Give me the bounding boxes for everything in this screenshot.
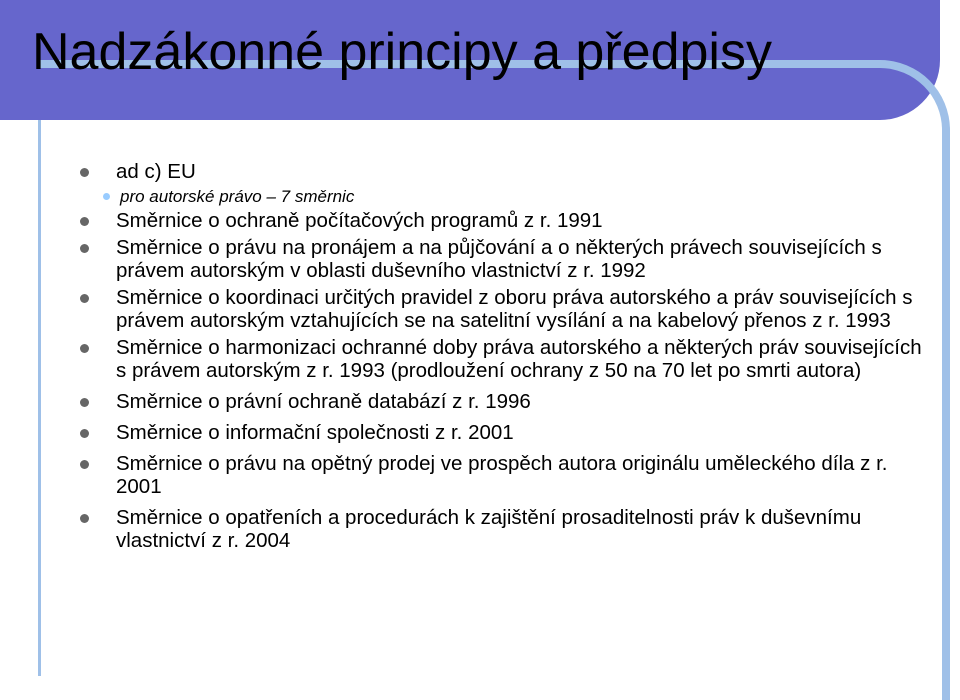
list-item bbox=[76, 421, 936, 444]
list-item bbox=[76, 209, 936, 232]
list-item-text: Směrnice o informační společnosti z r. 2001 bbox=[116, 421, 514, 444]
list-item-text: Směrnice o opatřeních a procedurách k zajištění prosaditelnosti práv k duševnímu vlastnictví z r. 2004 bbox=[116, 506, 862, 552]
bullet-icon bbox=[80, 217, 89, 226]
bullet-icon bbox=[80, 460, 89, 469]
list-item bbox=[76, 160, 936, 183]
bullet-icon bbox=[80, 429, 89, 438]
bullet-icon bbox=[80, 168, 89, 177]
list-item bbox=[76, 506, 936, 552]
list-item bbox=[76, 236, 936, 282]
list-item-text: Směrnice o koordinaci určitých pravidel z oboru práva autorského a práv souvisejících s právem autorským vztahujících se na satelitní vysílání a na kabelový přenos z r. 1993 bbox=[116, 286, 913, 332]
list-item bbox=[76, 452, 936, 498]
list-item bbox=[76, 390, 936, 413]
frame-left-line bbox=[38, 120, 41, 676]
slide-title: Nadzákonné principy a předpisy bbox=[32, 23, 772, 81]
bullet-icon bbox=[80, 514, 89, 523]
bullet-list bbox=[76, 160, 936, 552]
list-item bbox=[76, 336, 936, 382]
sub-list-item bbox=[76, 187, 936, 207]
list-item bbox=[76, 286, 936, 332]
list-item-text: Směrnice o právu na opětný prodej ve prospěch autora originálu uměleckého díla z r. 2001 bbox=[116, 452, 888, 498]
list-item-text: Směrnice o harmonizaci ochranné doby práva autorského a některých práv souvisejících s právem autorským z r. 1993 (prodloužení ochrany z 50 na 70 let po smrti autora) bbox=[116, 336, 922, 382]
list-item-text: ad c) EU bbox=[116, 160, 196, 183]
bullet-icon bbox=[80, 294, 89, 303]
sub-list-item-text: pro autorské právo – 7 směrnic bbox=[120, 187, 355, 206]
list-item-text: Směrnice o ochraně počítačových programů z r. 1991 bbox=[116, 209, 603, 232]
sub-bullet-icon bbox=[103, 193, 110, 200]
bullet-icon bbox=[80, 244, 89, 253]
bullet-icon bbox=[80, 398, 89, 407]
bullet-icon bbox=[80, 344, 89, 353]
list-item-text: Směrnice o právu na pronájem a na půjčování a o některých právech souvisejících s právem autorským v oblasti duševního vlastnictví z r. 1992 bbox=[116, 236, 882, 282]
list-item-text: Směrnice o právní ochraně databází z r. 1996 bbox=[116, 390, 531, 413]
